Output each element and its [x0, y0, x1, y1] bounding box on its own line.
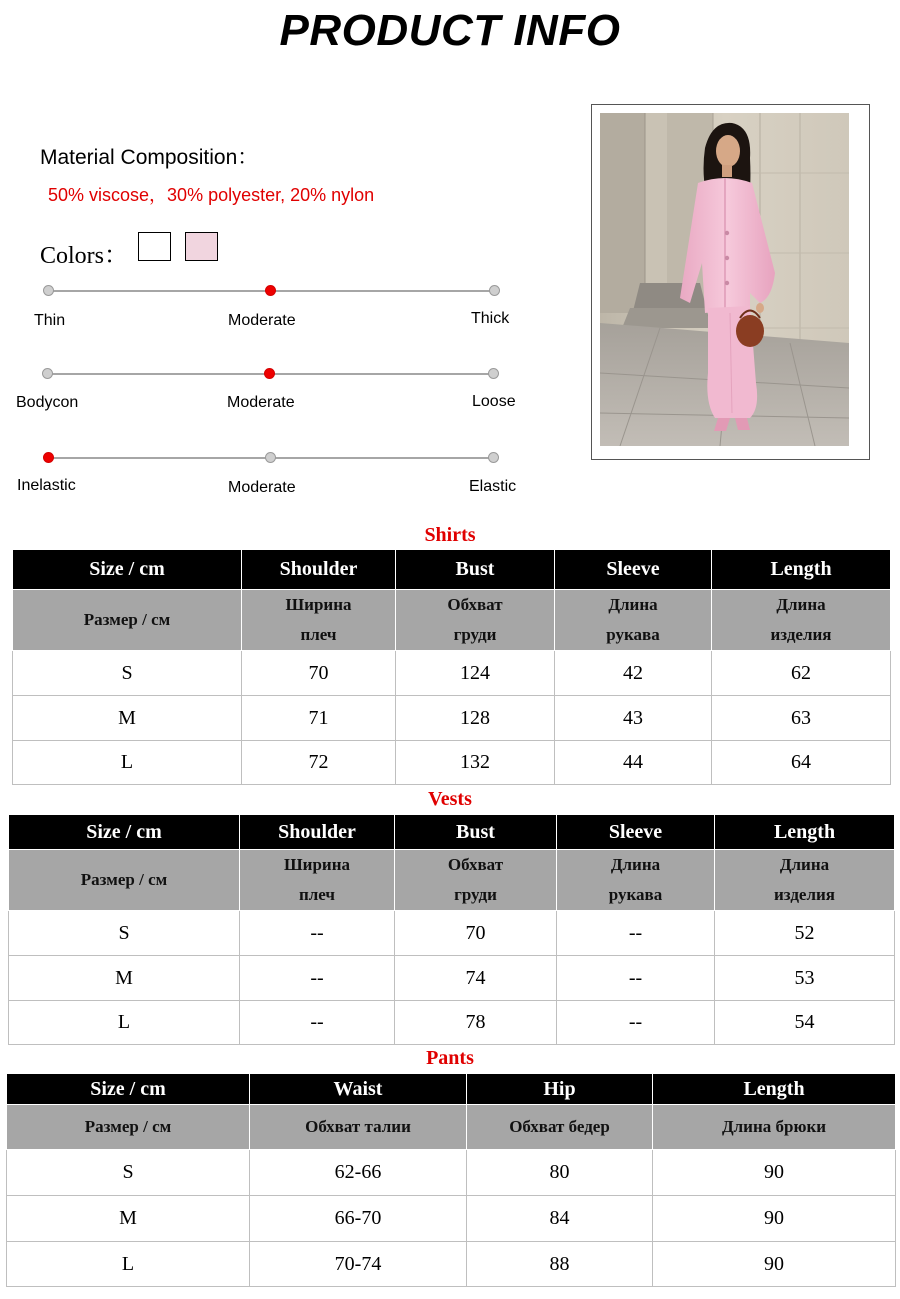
section-title-vests: Vests: [428, 788, 472, 810]
page-title: PRODUCT INFO: [279, 6, 621, 55]
scale-dot-loose: [488, 368, 499, 379]
ru-header-cell: Размер / см: [13, 590, 242, 651]
material-label: Material Composition：: [40, 146, 259, 169]
header-cell: Length: [715, 815, 895, 850]
header-cell: Waist: [250, 1074, 467, 1105]
value-cell: 63: [712, 696, 891, 741]
size-cell: S: [9, 911, 240, 956]
value-cell: 132: [396, 741, 555, 785]
ru-header-cell: Ширина плеч: [242, 590, 396, 651]
table-row: [9, 1001, 895, 1045]
scale-dot-bodycon: [42, 368, 53, 379]
ru-header-cell: Обхват талии: [250, 1105, 467, 1150]
value-cell: --: [557, 911, 715, 956]
value-cell: 88: [467, 1242, 653, 1287]
value-cell: 52: [715, 911, 895, 956]
vests-size-table: [8, 814, 895, 1045]
size-cell: M: [9, 956, 240, 1001]
value-cell: 66-70: [250, 1196, 467, 1242]
scale-label-moderate: Moderate: [227, 394, 295, 411]
ru-header-cell: Ширина плеч: [240, 850, 395, 911]
header-cell: Size / cm: [7, 1074, 250, 1105]
scale-dot-thick: [489, 285, 500, 296]
value-cell: 62-66: [250, 1150, 467, 1196]
color-swatch-white[interactable]: [138, 232, 171, 261]
value-cell: 70: [242, 651, 396, 696]
scale-label-loose: Loose: [472, 393, 516, 410]
value-cell: --: [557, 956, 715, 1001]
ru-header-cell: Обхват груди: [396, 590, 555, 651]
value-cell: 54: [715, 1001, 895, 1045]
table-row: [13, 651, 891, 696]
value-cell: 90: [653, 1150, 896, 1196]
header-cell: Length: [653, 1074, 896, 1105]
header-cell: Sleeve: [557, 815, 715, 850]
value-cell: --: [240, 911, 395, 956]
value-cell: 64: [712, 741, 891, 785]
table-row: [7, 1242, 896, 1287]
scale-label-moderate: Moderate: [228, 312, 296, 329]
color-swatch-pink[interactable]: [185, 232, 218, 261]
colors-label: Colors：: [40, 243, 129, 269]
product-photo-frame: [591, 104, 870, 460]
size-cell: S: [7, 1150, 250, 1196]
value-cell: --: [240, 1001, 395, 1045]
header-cell: Bust: [396, 550, 555, 590]
value-cell: 128: [396, 696, 555, 741]
table-row: [13, 696, 891, 741]
value-cell: 44: [555, 741, 712, 785]
ru-header-cell: Длина рукава: [557, 850, 715, 911]
ru-header-cell: Длина брюки: [653, 1105, 896, 1150]
section-title-pants: Pants: [426, 1047, 474, 1069]
value-cell: 90: [653, 1242, 896, 1287]
size-cell: L: [9, 1001, 240, 1045]
value-cell: 78: [395, 1001, 557, 1045]
value-cell: --: [557, 1001, 715, 1045]
table-row: [7, 1196, 896, 1242]
scale-label-thin: Thin: [34, 312, 66, 329]
header-cell: Shoulder: [242, 550, 396, 590]
product-photo[interactable]: [600, 113, 849, 446]
ru-header-cell: Размер / см: [9, 850, 240, 911]
scale-dot-moderate: [265, 285, 276, 296]
size-cell: L: [7, 1242, 250, 1287]
value-cell: --: [240, 956, 395, 1001]
ru-header-cell: Длина изделия: [712, 590, 891, 651]
value-cell: 43: [555, 696, 712, 741]
ru-header-cell: Размер / см: [7, 1105, 250, 1150]
value-cell: 70: [395, 911, 557, 956]
size-cell: L: [13, 741, 242, 785]
header-cell: Bust: [395, 815, 557, 850]
value-cell: 62: [712, 651, 891, 696]
scale-dot-moderate: [264, 368, 275, 379]
scale-label-thick: Thick: [471, 310, 510, 327]
scale-dot-moderate: [265, 452, 276, 463]
material-value: 50% viscose，30% polyester, 20% nylon: [48, 185, 375, 205]
scale-label-bodycon: Bodycon: [16, 394, 79, 411]
shirts-size-table: [12, 549, 891, 785]
scale-dot-thin: [43, 285, 54, 296]
value-cell: 70-74: [250, 1242, 467, 1287]
scale-label-moderate: Moderate: [228, 479, 296, 496]
header-cell: Sleeve: [555, 550, 712, 590]
header-cell: Size / cm: [13, 550, 242, 590]
table-row: [9, 956, 895, 1001]
table-row: [9, 911, 895, 956]
scale-dot-inelastic: [43, 452, 54, 463]
ru-header-cell: Длина рукава: [555, 590, 712, 651]
value-cell: 71: [242, 696, 396, 741]
value-cell: 84: [467, 1196, 653, 1242]
value-cell: 53: [715, 956, 895, 1001]
fit-scale: [0, 373, 560, 443]
scale-dot-elastic: [488, 452, 499, 463]
pants-size-table: [6, 1073, 896, 1287]
value-cell: 90: [653, 1196, 896, 1242]
thickness-scale: [0, 290, 560, 360]
elasticity-scale: [0, 457, 560, 527]
size-cell: M: [7, 1196, 250, 1242]
value-cell: 74: [395, 956, 557, 1001]
scale-label-inelastic: Inelastic: [17, 477, 76, 494]
header-cell: Size / cm: [9, 815, 240, 850]
value-cell: 80: [467, 1150, 653, 1196]
table-row: [7, 1150, 896, 1196]
header-cell: Shoulder: [240, 815, 395, 850]
scale-label-elastic: Elastic: [469, 478, 517, 495]
value-cell: 72: [242, 741, 396, 785]
value-cell: 124: [396, 651, 555, 696]
ru-header-cell: Обхват бедер: [467, 1105, 653, 1150]
table-row: [13, 741, 891, 785]
section-title-shirts: Shirts: [424, 524, 476, 546]
size-cell: M: [13, 696, 242, 741]
ru-header-cell: Обхват груди: [395, 850, 557, 911]
header-cell: Length: [712, 550, 891, 590]
value-cell: 42: [555, 651, 712, 696]
header-cell: Hip: [467, 1074, 653, 1105]
size-cell: S: [13, 651, 242, 696]
ru-header-cell: Длина изделия: [715, 850, 895, 911]
